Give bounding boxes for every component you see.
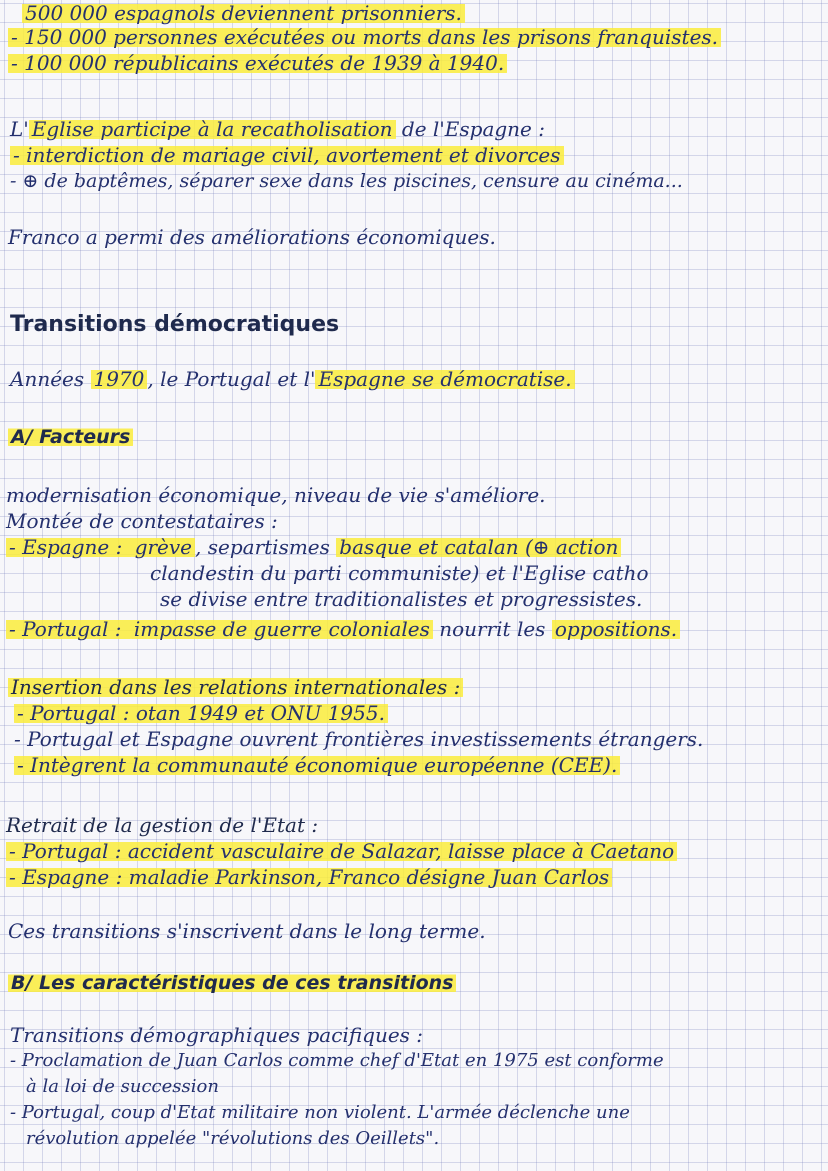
- note-text: - Portugal, coup d'Etat militaire non violent. L'armée déclenche une: [10, 1102, 630, 1123]
- note-line: [6, 616, 680, 642]
- note-line: [8, 674, 463, 700]
- note-text: Années: [10, 367, 91, 391]
- highlighted-text: Eglise participe à la recatholisation: [29, 117, 396, 141]
- note-text: de l'Espagne :: [395, 117, 545, 141]
- section-heading: [10, 312, 339, 338]
- note-line: [10, 366, 575, 392]
- highlighted-text: - Espagne :: [6, 535, 132, 559]
- note-line: [10, 142, 564, 168]
- note-text: Ces transitions s'inscrivent dans le long terme.: [8, 919, 486, 943]
- note-line: [26, 1126, 439, 1152]
- note-line: [6, 508, 278, 534]
- note-text: L': [10, 117, 29, 141]
- highlighted-text: basque et catalan (⊕ action: [336, 535, 621, 559]
- note-line: [26, 1074, 219, 1100]
- note-text: modernisation économique, niveau de vie s'améliore.: [6, 483, 546, 507]
- note-text: - Portugal et Espagne ouvrent frontières investissements étrangers.: [14, 727, 704, 751]
- note-line: [14, 752, 620, 778]
- highlighted-text: - Portugal : accident vasculaire de Salazar, laisse place à Caetano: [6, 839, 677, 863]
- note-line: [150, 560, 649, 586]
- note-text: nourrit les: [432, 617, 552, 641]
- highlighted-text: Insertion dans les relations internationales :: [8, 675, 463, 699]
- note-line: [6, 534, 621, 560]
- note-line: [6, 812, 318, 838]
- note-line: [6, 838, 677, 864]
- note-text: se divise entre traditionalistes et progressistes.: [160, 587, 643, 611]
- highlighted-text: impasse de guerre coloniales: [131, 617, 433, 641]
- note-text: à la loi de succession: [26, 1076, 219, 1097]
- note-text: - ⊕ de baptêmes, séparer sexe dans les piscines, censure au cinéma...: [10, 170, 683, 192]
- note-line: [160, 586, 642, 612]
- highlighted-text: 500 000 espagnols deviennent prisonniers.: [22, 1, 465, 25]
- note-line: [10, 168, 683, 194]
- highlighted-text: B/ Les caractéristiques de ces transitions: [8, 972, 456, 994]
- highlighted-text: - interdiction de mariage civil, avortement et divorces: [10, 143, 564, 167]
- note-text: Montée de contestataires :: [6, 509, 278, 533]
- note-line: [10, 1100, 630, 1126]
- note-line: [6, 482, 546, 508]
- note-line: [8, 50, 507, 76]
- highlighted-text: - Espagne : maladie Parkinson, Franco désigne Juan Carlos: [6, 865, 612, 889]
- note-line: [22, 0, 465, 26]
- highlighted-text: - Intègrent la communauté économique européenne (CEE).: [14, 753, 620, 777]
- highlighted-text: - Portugal :: [6, 617, 131, 641]
- note-line: [10, 1022, 423, 1048]
- highlighted-text: A/ Facteurs: [8, 426, 133, 448]
- highlighted-text: 1970: [91, 367, 148, 391]
- highlighted-text: - Portugal : otan 1949 et ONU 1955.: [14, 701, 388, 725]
- heading-text: Transitions démocratiques: [10, 312, 340, 337]
- note-text: révolution appelée "révolutions des Oeillets".: [26, 1128, 440, 1149]
- note-line: [8, 224, 496, 250]
- note-text: , separtismes: [195, 535, 337, 559]
- subsection-heading: [8, 970, 456, 996]
- note-line: [10, 1048, 664, 1074]
- note-line: [8, 918, 486, 944]
- note-text: Retrait de la gestion de l'Etat :: [6, 813, 319, 837]
- note-text: Transitions démographiques pacifiques :: [10, 1023, 424, 1047]
- note-line: [8, 24, 721, 50]
- subsection-heading: [8, 424, 133, 450]
- note-text: clandestin du parti communiste) et l'Eglise catho: [150, 561, 649, 585]
- note-line: [14, 726, 703, 752]
- note-text: Franco a permi des améliorations économiques.: [8, 225, 496, 249]
- note-line: [14, 700, 388, 726]
- highlighted-text: oppositions.: [552, 617, 680, 641]
- note-line: [10, 116, 545, 142]
- highlighted-text: - 100 000 républicains exécutés de 1939 à 1940.: [8, 51, 507, 75]
- note-line: [6, 864, 612, 890]
- highlighted-text: - 150 000 personnes exécutées ou morts dans les prisons franquistes.: [8, 25, 721, 49]
- highlighted-text: Espagne se démocratise.: [315, 367, 574, 391]
- note-text: - Proclamation de Juan Carlos comme chef d'Etat en 1975 est conforme: [10, 1050, 664, 1071]
- highlighted-text: grève: [132, 535, 195, 559]
- note-text: , le Portugal et l': [147, 367, 316, 391]
